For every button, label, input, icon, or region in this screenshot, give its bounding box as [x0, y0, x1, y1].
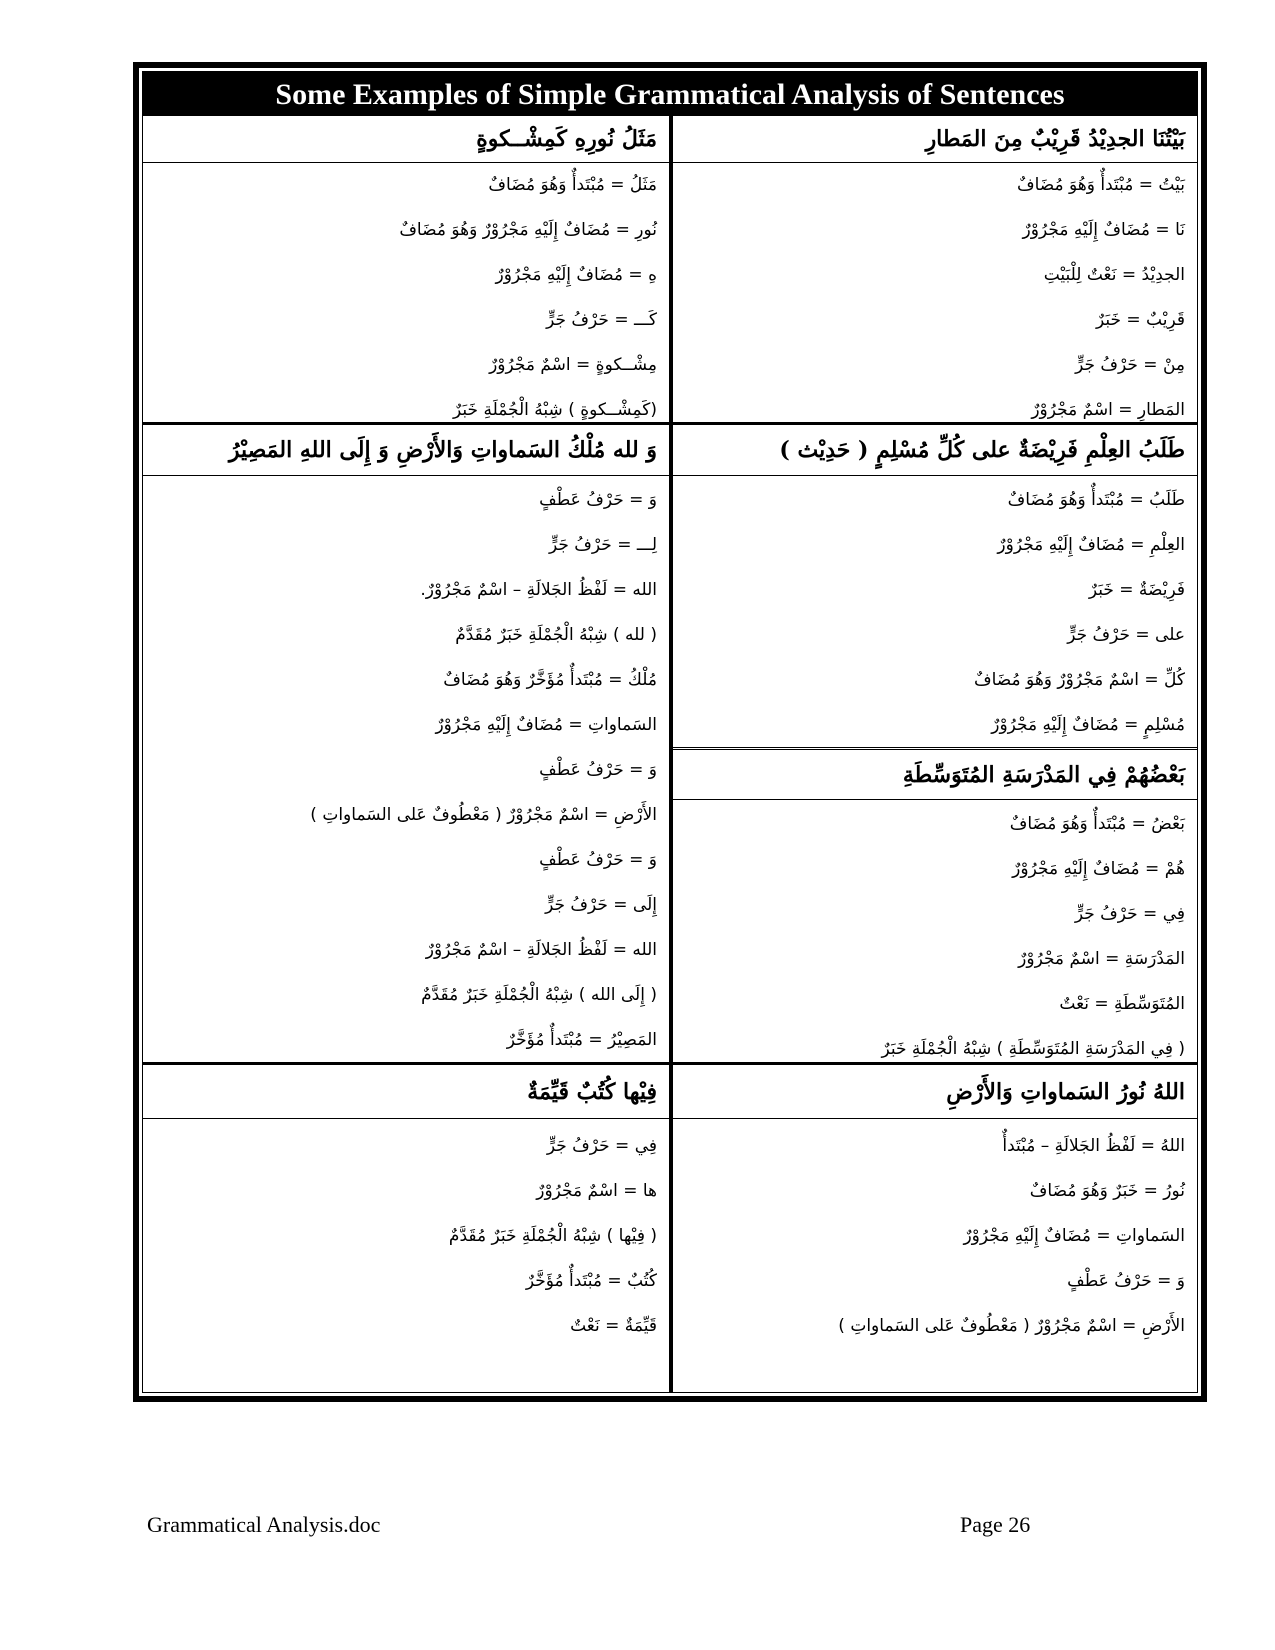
analysis-line: ( لله ) شِبْهُ الْجُمْلَةِ خَبَرٌ مُقَدَّمٌ: [455, 625, 657, 645]
analysis-line: فِي = حَرْفُ جَرٍّ: [1074, 904, 1185, 924]
analysis-line: على = حَرْفُ جَرٍّ: [1067, 625, 1185, 645]
analysis-line: وَ = حَرْفُ عَطْفٍ: [539, 760, 657, 780]
analysis-line: قَيِّمَةٌ = نَعْتٌ: [570, 1316, 657, 1336]
analysis-line: نُورِ = مُضَافٌ إِلَيْهِ مَجْرُوْرٌ وَهُوَ مُضَافٌ: [399, 220, 657, 240]
footer-page-number: Page 26: [960, 1512, 1031, 1537]
sentence-heading: بَيْتُنَا الجدِيْدُ قَرِيْبٌ مِنَ المَطارِ: [673, 116, 1197, 163]
analysis-table: [133, 62, 1207, 1402]
analysis-line: ( فِيْها ) شِبْهُ الْجُمْلَةِ خَبَرٌ مُقَدَّمٌ: [448, 1226, 657, 1246]
analysis-line: (كَمِشْــكوةٍ ) شِبْهُ الْجُمْلَةِ خَبَرٌ: [453, 400, 657, 420]
analysis-line: مِنْ = حَرْفُ جَرٍّ: [1075, 355, 1185, 375]
analysis-line: فِي = حَرْفُ جَرٍّ: [546, 1136, 657, 1156]
sentence-heading: اللهُ نُورُ السَماواتِ وَالأَرْضِ: [673, 1062, 1197, 1119]
analysis-line: وَ = حَرْفُ عَطْفٍ: [539, 850, 657, 870]
analysis-line: الأَرْضِ = اسْمٌ مَجْرُوْرٌ ( مَعْطُوفٌ عَلى السَماواتِ ): [838, 1316, 1185, 1336]
analysis-block: [143, 1124, 669, 1349]
analysis-line: مُلْكُ = مُبْتَدأٌ مُؤَخَّرٌ وَهُوَ مُضَافٌ: [443, 670, 657, 690]
analysis-line: هِ = مُضَافٌ إِلَيْهِ مَجْرُوْرٌ: [495, 265, 657, 285]
analysis-line: مَثَلُ = مُبْتَدأٌ وَهُوَ مُضَافٌ: [488, 175, 657, 195]
analysis-block: [143, 163, 669, 433]
analysis-line: الله = لَفْظُ الجَلالَةِ – اسْمٌ مَجْرُوْرٌ: [425, 940, 657, 960]
analysis-line: هُمْ = مُضَافٌ إِلَيْهِ مَجْرُوْرٌ: [1012, 859, 1185, 879]
analysis-line: ( إِلَى الله ) شِبْهُ الْجُمْلَةِ خَبَرٌ مُقَدَّمٌ: [421, 985, 657, 1005]
sentence-heading: مَثَلُ نُورِهِ كَمِشْــكوةٍ: [143, 116, 669, 163]
left-column: [143, 116, 669, 1392]
analysis-block: [673, 478, 1197, 748]
sentence-heading: طَلَبُ العِلْمِ فَرِيْضَةٌ على كُلِّ مُسْلِمٍ ( حَدِيْث ): [673, 422, 1197, 476]
analysis-line: قَرِيْبٌ = خَبَرٌ: [1095, 310, 1185, 330]
analysis-line: مُسْلِمٍ = مُضَافٌ إِلَيْهِ مَجْرُوْرٌ: [991, 715, 1185, 735]
analysis-line: السَماواتِ = مُضَافٌ إِلَيْهِ مَجْرُوْرٌ: [435, 715, 657, 735]
analysis-line: طَلَبُ = مُبْتَدأٌ وَهُوَ مُضَافٌ: [1007, 490, 1185, 510]
analysis-block: [673, 802, 1197, 1072]
analysis-line: المَصِيْرُ = مُبْتَدأٌ مُؤَخَّرٌ: [506, 1030, 657, 1050]
analysis-line: العِلْمِ = مُضَافٌ إِلَيْهِ مَجْرُوْرٌ: [997, 535, 1185, 555]
analysis-line: وَ = حَرْفُ عَطْفٍ: [1067, 1271, 1185, 1291]
analysis-line: بَعْضُ = مُبْتَدأٌ وَهُوَ مُضَافٌ: [1009, 814, 1185, 834]
analysis-line: لِـــ = حَرْفُ جَرٍّ: [549, 535, 657, 555]
sentence-heading: بَعْضُهُمْ فِي المَدْرَسَةِ المُتَوَسِّطَةِ: [673, 747, 1197, 800]
analysis-line: كَـــ = حَرْفُ جَرٍّ: [546, 310, 657, 330]
right-column: [673, 116, 1197, 1392]
analysis-line: المُتَوَسِّطَةِ = نَعْتٌ: [1059, 994, 1185, 1014]
footer-filename: Grammatical Analysis.doc: [147, 1512, 381, 1537]
sentence-heading: فِيْها كُتُبٌ قَيِّمَةٌ: [143, 1062, 669, 1119]
analysis-block: [673, 1124, 1197, 1349]
analysis-line: السَماواتِ = مُضَافٌ إِلَيْهِ مَجْرُوْرٌ: [963, 1226, 1185, 1246]
analysis-line: الجدِيْدُ = نَعْتٌ لِلْبَيْتِ: [1043, 265, 1185, 285]
analysis-line: وَ = حَرْفُ عَطْفٍ: [539, 490, 657, 510]
analysis-line: إِلَى = حَرْفُ جَرٍّ: [545, 895, 657, 915]
analysis-line: كُتُبٌ = مُبْتَدأٌ مُؤَخَّرٌ: [525, 1271, 657, 1291]
analysis-line: مِشْــكوةٍ = اسْمٌ مَجْرُوْرٌ: [489, 355, 657, 375]
analysis-line: ها = اسْمٌ مَجْرُوْرٌ: [536, 1181, 657, 1201]
analysis-line: الله = لَفْظُ الجَلالَةِ – اسْمٌ مَجْرُوْرٌ.: [420, 580, 657, 600]
analysis-line: نُورُ = خَبَرٌ وَهُوَ مُضَافٌ: [1029, 1181, 1185, 1201]
analysis-line: بَيْتُ = مُبْتَدأٌ وَهُوَ مُضَافٌ: [1016, 175, 1185, 195]
analysis-line: المَطارِ = اسْمٌ مَجْرُوْرٌ: [1031, 400, 1185, 420]
sentence-heading: وَ لله مُلْكُ السَماواتِ وَالأَرْضِ وَ إِلَى اللهِ المَصِيْرُ: [143, 422, 669, 476]
analysis-line: كُلِّ = اسْمٌ مَجْرُوْرٌ وَهُوَ مُضَافٌ: [974, 670, 1185, 690]
analysis-block: [143, 478, 669, 1063]
analysis-line: فَرِيْضَةٌ = خَبَرٌ: [1088, 580, 1185, 600]
table-inner-border: [142, 71, 1198, 1393]
analysis-line: نَا = مُضَافٌ إِلَيْهِ مَجْرُوْرٌ: [1022, 220, 1185, 240]
table-title: Some Examples of Simple Grammatical Analysis of Sentences: [143, 72, 1197, 116]
analysis-block: [673, 163, 1197, 433]
analysis-line: الأَرْضِ = اسْمٌ مَجْرُوْرٌ ( مَعْطُوفٌ عَلى السَماواتِ ): [310, 805, 657, 825]
analysis-line: اللهُ = لَفْظُ الجَلالَةِ – مُبْتَدأٌ: [1002, 1136, 1185, 1156]
analysis-line: ( فِي المَدْرَسَةِ المُتَوَسِّطَةِ ) شِبْهُ الْجُمْلَةِ خَبَرٌ: [881, 1039, 1185, 1059]
analysis-line: المَدْرَسَةِ = اسْمٌ مَجْرُوْرٌ: [1018, 949, 1185, 969]
